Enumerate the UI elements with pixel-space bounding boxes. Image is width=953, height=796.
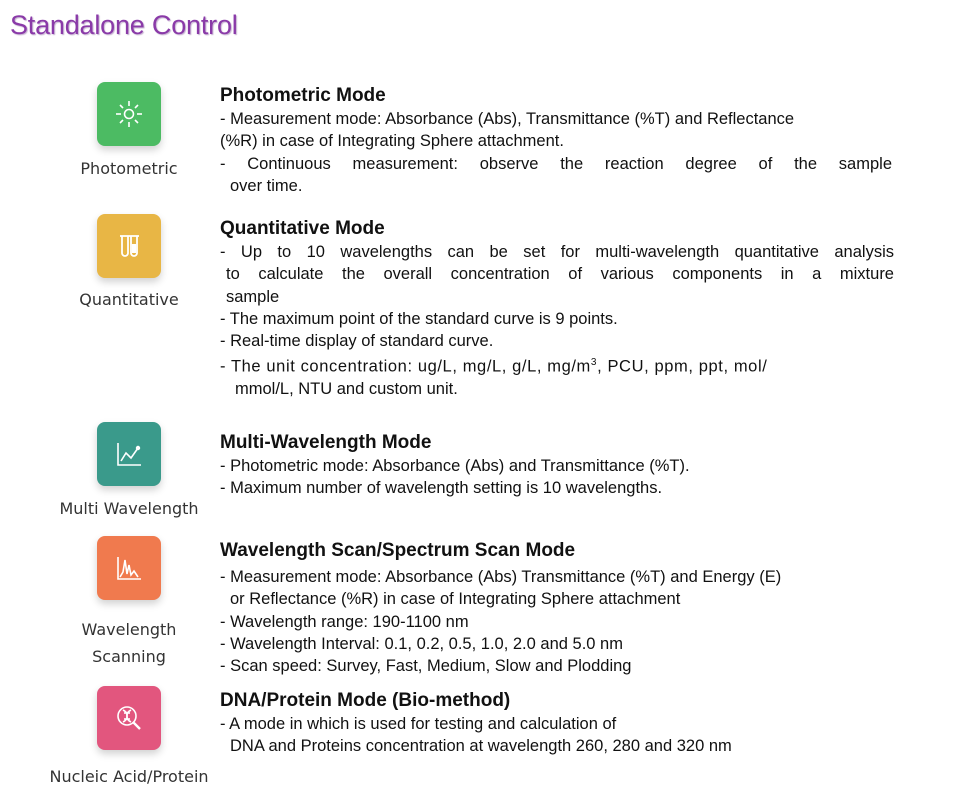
quantitative-label: Quantitative bbox=[79, 290, 179, 309]
text-line: DNA and Proteins concentration at wavelength 260, 280 and 320 nm bbox=[230, 737, 732, 756]
text-line: - Measurement mode: Absorbance (Abs), Transmittance (%T) and Reflectance bbox=[220, 110, 795, 128]
photometric-label: Photometric bbox=[80, 159, 178, 178]
text-line bbox=[220, 352, 894, 378]
text-line: - The maximum point of the standard curve is 9 points. bbox=[220, 309, 618, 328]
text-line: - Scan speed: Survey, Fast, Medium, Slow and Plodding bbox=[220, 657, 632, 676]
text-line: sample bbox=[226, 287, 280, 306]
test-tubes-icon bbox=[111, 228, 147, 264]
unit-text: - The unit concentration: ug/L, mg/L, g/L, mg/m bbox=[220, 357, 591, 376]
superscript: 3 bbox=[590, 357, 598, 369]
wavelength-scanning-tile[interactable] bbox=[97, 536, 161, 600]
nucleic-acid-tile[interactable] bbox=[97, 686, 161, 750]
text-line: (%R) in case of Integrating Sphere attachment. bbox=[220, 132, 564, 151]
text-line: to calculate the overall concentration of various components in a mixture bbox=[226, 265, 894, 284]
section-title: Wavelength Scan/Spectrum Scan Mode bbox=[220, 540, 576, 561]
photometric-tile[interactable] bbox=[97, 82, 161, 146]
line-graph-icon bbox=[111, 436, 147, 472]
text-line: - Continuous measurement: observe the reaction degree of the sample bbox=[220, 154, 892, 173]
multi-wavelength-tile[interactable] bbox=[97, 422, 161, 486]
section-multi-wavelength bbox=[220, 431, 900, 500]
quantitative-tile[interactable] bbox=[97, 214, 161, 278]
section-photometric bbox=[220, 84, 900, 197]
section-quantitative bbox=[220, 217, 900, 401]
section-wavelength-scan bbox=[220, 539, 900, 677]
wavelength-scanning-label: Wavelength Scanning bbox=[81, 620, 177, 666]
text-line: - Wavelength range: 190-1100 nm bbox=[220, 612, 469, 631]
text-line: over time. bbox=[230, 176, 303, 195]
text-line: - Real-time display of standard curve. bbox=[220, 332, 494, 351]
text-line: - Up to 10 wavelengths can be set for multi-wavelength quantitative analysis bbox=[220, 243, 894, 261]
text-line: or Reflectance (%R) in case of Integrating Sphere attachment bbox=[230, 590, 681, 609]
text-line: - Photometric mode: Absorbance (Abs) and Transmittance (%T). bbox=[220, 457, 690, 475]
section-title: Photometric Mode bbox=[220, 85, 386, 106]
multi-wavelength-label: Multi Wavelength bbox=[59, 499, 199, 518]
page-title: Standalone Control bbox=[10, 10, 238, 40]
dna-magnifier-icon bbox=[111, 700, 147, 736]
section-dna-protein bbox=[220, 689, 900, 758]
text-line: - Measurement mode: Absorbance (Abs) Transmittance (%T) and Energy (E) bbox=[220, 568, 782, 586]
text-line: - Maximum number of wavelength setting is 10 wavelengths. bbox=[220, 479, 663, 498]
section-title: DNA/Protein Mode (Bio-method) bbox=[220, 690, 511, 711]
text-line: mmol/L, NTU and custom unit. bbox=[235, 380, 458, 399]
sun-sparkle-icon bbox=[111, 96, 147, 132]
unit-text: , PCU, ppm, ppt, mol/ bbox=[597, 357, 768, 376]
text-line: - A mode in which is used for testing and calculation of bbox=[220, 715, 617, 733]
text-line: - Wavelength Interval: 0.1, 0.2, 0.5, 1.0, 2.0 and 5.0 nm bbox=[220, 634, 623, 653]
section-title: Quantitative Mode bbox=[220, 218, 385, 239]
nucleic-acid-label: Nucleic Acid/Protein bbox=[49, 767, 209, 786]
spectrum-peaks-icon bbox=[111, 550, 147, 586]
section-title: Multi-Wavelength Mode bbox=[220, 432, 432, 453]
